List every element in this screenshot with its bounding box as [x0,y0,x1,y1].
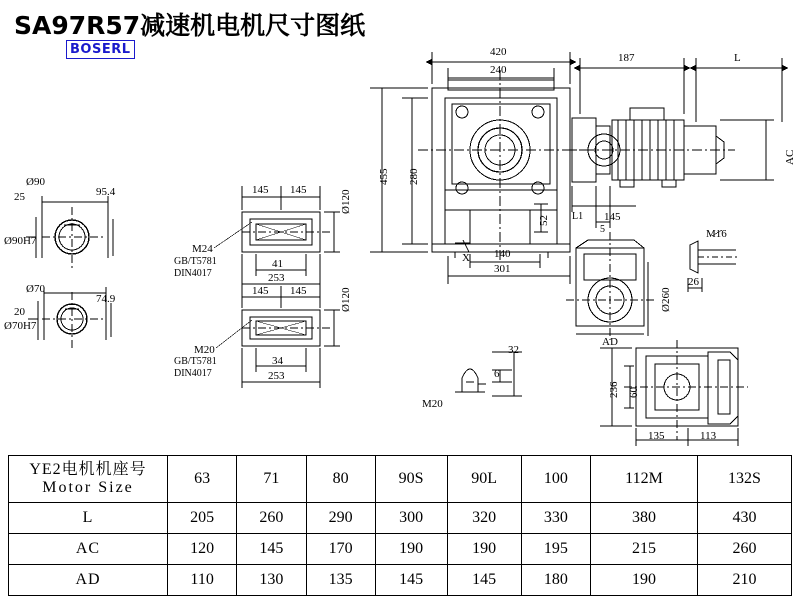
table-header-title [9,456,168,503]
label-m20-key: M20 [422,398,443,410]
label-41: 41 [272,258,283,270]
page-title: SA97R57减速机电机尺寸图纸 [14,11,366,40]
cell-AD-3: 145 [375,565,447,596]
header-line-cn: YE2电机机座号 [29,460,147,478]
label-din4017-a: DIN4017 [174,268,212,279]
cell-L-0: 205 [168,503,237,534]
col-head-7: 132S [698,456,792,503]
label-X: X [462,252,470,264]
col-head-5: 100 [521,456,590,503]
cell-AD-4: 145 [447,565,521,596]
label-145-bot-a: 145 [252,285,269,297]
label-253-a: 253 [268,272,285,284]
label-5: 5 [600,224,605,235]
label-32: 32 [508,344,519,356]
label-d90-h7: Ø90H7 [4,235,37,247]
label-145-top-a: 145 [252,184,269,196]
col-head-1: 71 [237,456,306,503]
cell-AC-0: 120 [168,534,237,565]
label-26: 26 [688,276,699,288]
label-455: 455 [378,168,390,185]
motor-assembly-view [566,108,735,187]
cell-AD-6: 190 [590,565,697,596]
cell-AD-0: 110 [168,565,237,596]
col-head-3: 90S [375,456,447,503]
label-187: 187 [618,52,635,64]
label-25: 25 [14,191,25,203]
cell-L-1: 260 [237,503,306,534]
label-L1: L1 [572,211,584,222]
label-d120-top: Ø120 [340,189,352,214]
label-m20: M20 [194,344,215,356]
label-AC: AC [784,149,796,165]
col-head-4: 90L [447,456,521,503]
label-d70: Ø70 [26,283,45,295]
label-20: 20 [14,306,25,318]
label-145-top-b: 145 [290,184,307,196]
label-gbt5781-a: GB/T5781 [174,256,217,267]
label-420: 420 [490,46,507,58]
cell-L-4: 320 [447,503,521,534]
cell-L-5: 330 [521,503,590,534]
label-95-4: 95.4 [96,186,116,198]
row-label-AD: AD [9,565,168,596]
row-label-L: L [9,503,168,534]
cell-AC-3: 190 [375,534,447,565]
keyway-detail [455,352,522,396]
motor-dimensions [572,58,788,228]
label-240: 240 [490,64,507,76]
label-60: 60 [628,387,640,398]
cell-AD-2: 135 [306,565,375,596]
gearbox-main-view [418,70,585,262]
cell-AD-7: 210 [698,565,792,596]
gearbox-side-view [566,232,656,340]
table-row [9,565,792,596]
cell-AC-6: 215 [590,534,697,565]
label-m16: M16 [706,228,727,240]
label-gbt5781-b: GB/T5781 [174,356,217,367]
label-d120-bot: Ø120 [340,287,352,312]
col-head-2: 80 [306,456,375,503]
brand-logo: BOSERL [66,40,135,59]
label-113: 113 [700,430,717,442]
label-6: 6 [494,368,500,380]
label-140: 140 [494,248,511,260]
flange-view [600,340,748,446]
label-253-b: 253 [268,370,285,382]
cell-L-6: 380 [590,503,697,534]
cell-AD-5: 180 [521,565,590,596]
label-301: 301 [494,263,511,275]
table-header-row [9,456,792,503]
motor-size-table [8,455,792,596]
label-135: 135 [648,430,665,442]
cell-AC-5: 195 [521,534,590,565]
cell-AC-7: 260 [698,534,792,565]
label-AD: AD [602,336,618,348]
label-d70-h7: Ø70H7 [4,320,37,332]
label-280: 280 [408,168,420,185]
label-din4017-b: DIN4017 [174,368,212,379]
cell-AC-1: 145 [237,534,306,565]
col-head-0: 63 [168,456,237,503]
label-m24: M24 [192,243,213,255]
table-row [9,503,792,534]
label-145-c: 145 [604,211,621,223]
row-label-AC: AC [9,534,168,565]
label-L: L [734,52,741,64]
label-d90: Ø90 [26,176,45,188]
header-line-en: Motor Size [42,479,134,496]
label-d260: Ø260 [660,287,672,312]
cell-L-2: 290 [306,503,375,534]
cell-L-7: 430 [698,503,792,534]
cell-L-3: 300 [375,503,447,534]
label-74-9: 74.9 [96,293,116,305]
shaft-view-d90 [26,196,113,268]
label-34: 34 [272,355,283,367]
label-52: 52 [538,215,550,226]
cell-AD-1: 130 [237,565,306,596]
cell-AC-4: 190 [447,534,521,565]
table-row [9,534,792,565]
cell-AC-2: 170 [306,534,375,565]
label-145-bot-b: 145 [290,285,307,297]
main-view-dimensions [370,52,576,284]
col-head-6: 112M [590,456,697,503]
label-236: 236 [608,381,620,398]
